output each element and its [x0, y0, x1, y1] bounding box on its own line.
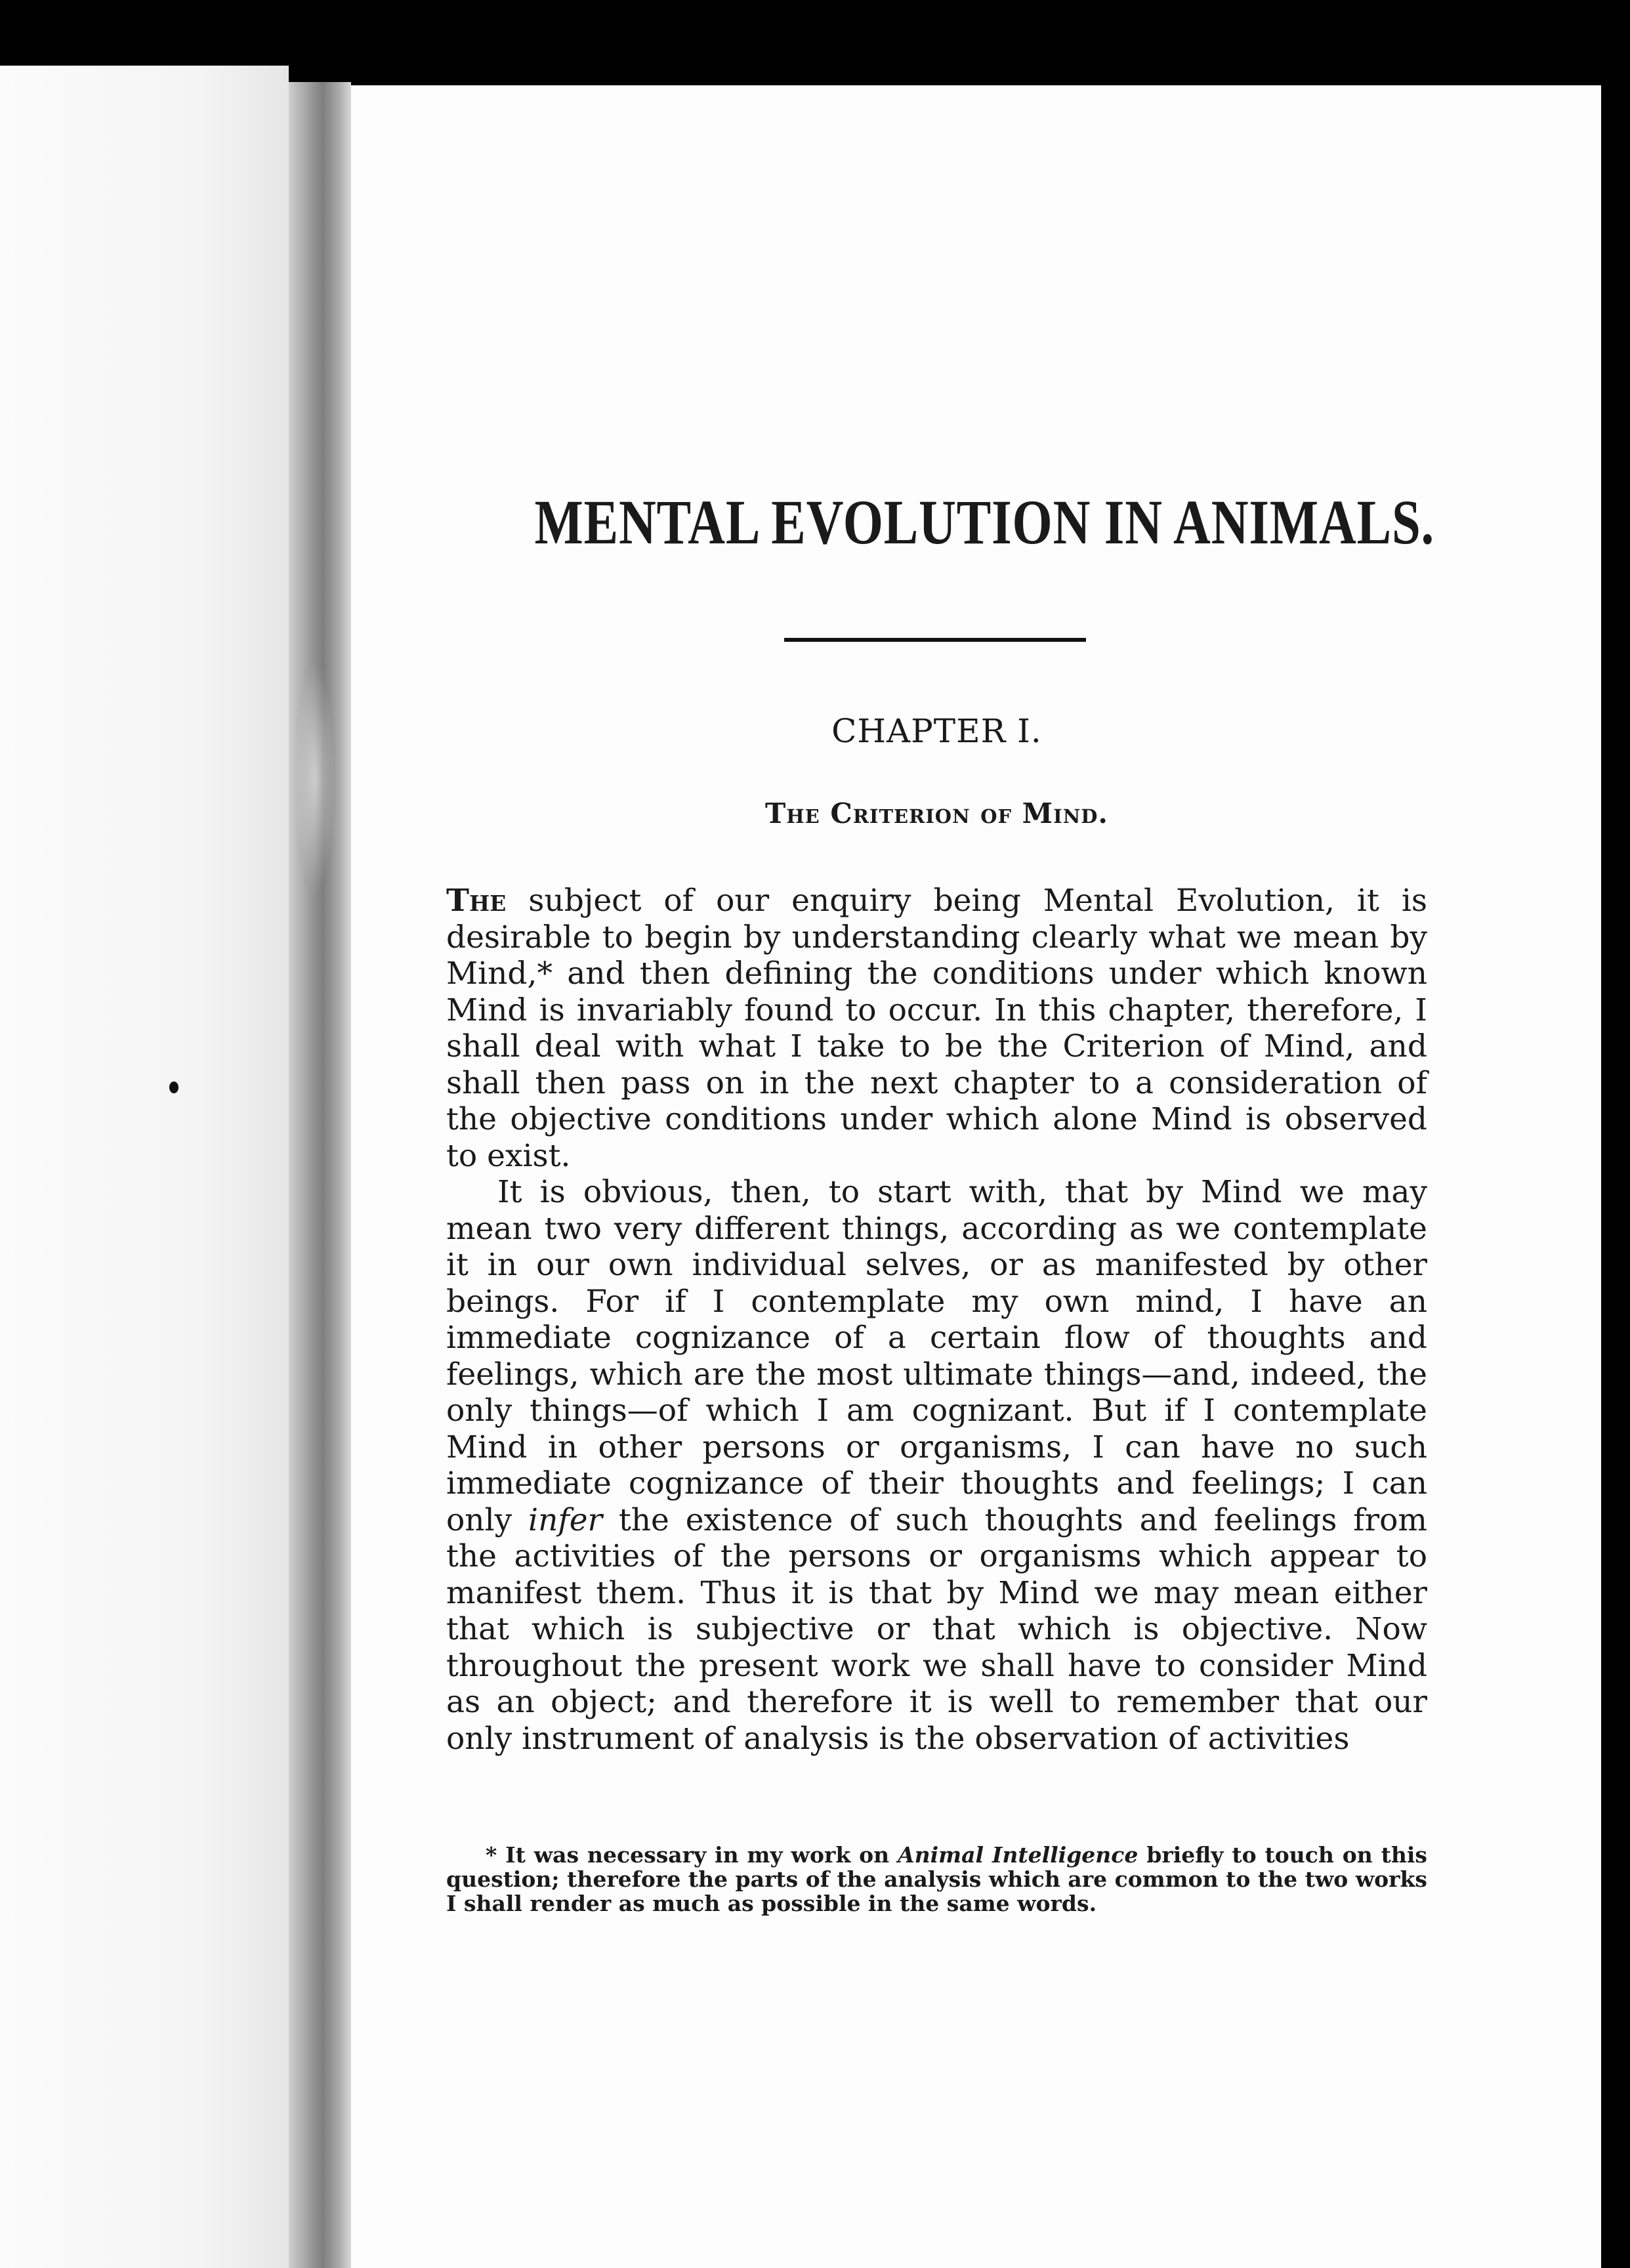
- chapter-heading: CHAPTER I.: [831, 712, 1042, 750]
- footnote-text-b: briefly to touch on this question; therefore the parts of the analysis which are common to the two works I shall render as much as possible in the same words.: [446, 1842, 1427, 1916]
- paragraph-2-emphasis: infer: [528, 1502, 603, 1538]
- book-gutter: [289, 82, 351, 2268]
- paragraph-1-lead-word: The: [446, 883, 507, 919]
- paragraph-2-text-a: It is obvious, then, to start with, that by Mind we may mean two very different things, according as we contemplate it in our own individual selves, or as manifested by other beings. For if I contemplate my own mind, I have an immediate cognizance of a certain flow of thoughts and feelings, which are the most ultimate things—and, indeed, the only things—of which I am cognizant. But if I contemplate Mind in other persons or organisms, I can have no such immediate cognizance of their thoughts and feelings; I can only: [446, 1174, 1427, 1538]
- book-title: MENTAL EVOLUTION IN ANIMALS.: [534, 487, 1435, 557]
- paragraph-2: [446, 1174, 1427, 1757]
- paragraph-1: [446, 883, 1427, 1174]
- footnote: [446, 1843, 1427, 1916]
- left-page-blank: [0, 66, 289, 2268]
- paragraph-1-text-a: subject of our enquiry being Mental Evolution, it is desirable to begin by understanding clearly what we mean by Mind,: [446, 883, 1427, 992]
- footnote-reference-mark: *: [537, 956, 553, 992]
- ink-speck: [169, 1082, 178, 1093]
- right-page: [351, 85, 1601, 2268]
- footnote-text-a: It was necessary in my work on: [497, 1842, 898, 1868]
- paragraph-1-text-b: and then defining the conditions under which known Mind is invariably found to occur. In this chapter, therefore, I shall deal with what I take to be the Criterion of Mind, and shall then pass on in the next chapter to a consideration of the objective conditions under which alone Mind is observed to exist.: [446, 956, 1427, 1174]
- chapter-subtitle: The Criterion of Mind.: [764, 797, 1109, 830]
- chapter-body: [446, 883, 1427, 1757]
- paragraph-2-text-b: the existence of such thoughts and feelings from the activities of the persons or organisms which appear to manifest them. Thus it is that by Mind we may mean either that which is subjective or that which is objective. Now throughout the present work we shall have to consider Mind as an object; and therefore it is well to remember that our only instrument of analysis is the observation of activities: [446, 1502, 1427, 1757]
- footnote-mark: *: [486, 1842, 497, 1868]
- footnote-work-title: Animal Intelligence: [898, 1842, 1139, 1868]
- title-divider-rule: [784, 638, 1086, 642]
